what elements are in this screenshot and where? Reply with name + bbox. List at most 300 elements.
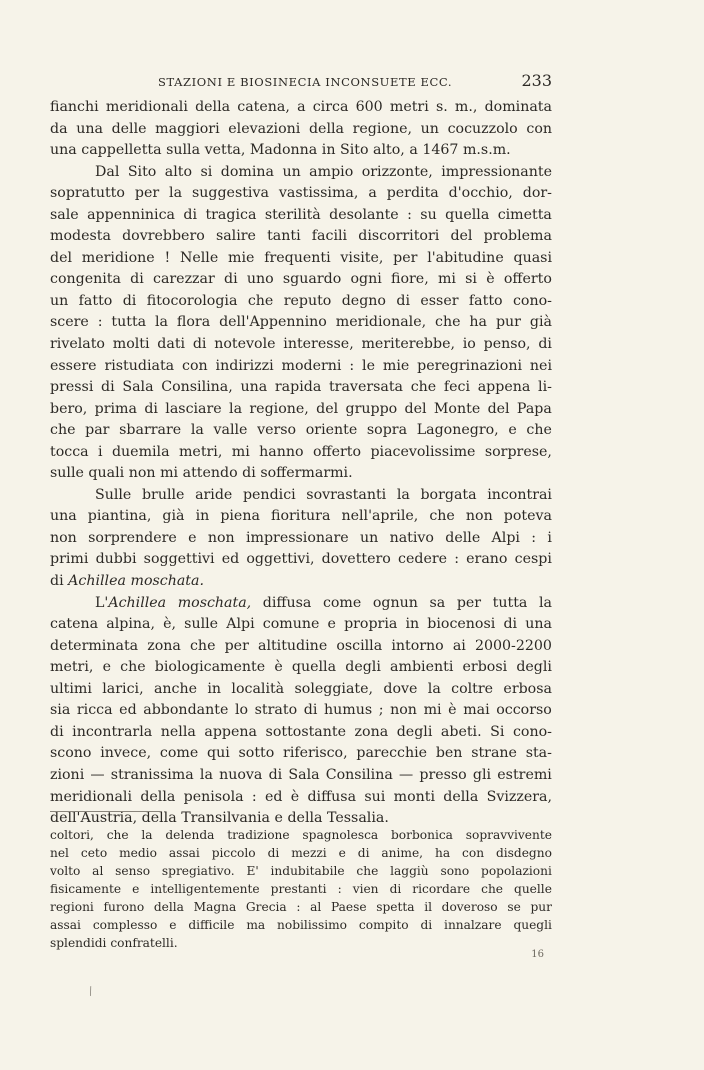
body-word: regione, — [352, 120, 413, 137]
body-word: che — [247, 292, 274, 309]
body-word: desolante — [329, 206, 399, 223]
footnote-word: tradizione — [227, 828, 290, 842]
body-word: nuova — [219, 766, 263, 783]
body-word: riferisco, — [283, 745, 348, 762]
body-word: li- — [538, 379, 552, 396]
body-line — [50, 205, 552, 227]
body-word: mi — [423, 702, 442, 719]
footnote-word: disdegno — [495, 846, 552, 860]
body-line — [50, 765, 552, 787]
footnote-word: ma — [246, 918, 266, 932]
footnote-word: il — [424, 900, 432, 914]
footnote — [50, 826, 552, 952]
body-word: congenita — [50, 271, 121, 288]
body-line — [50, 97, 552, 119]
body-word: peregrinazioni — [417, 357, 523, 374]
body-word: penisola — [183, 788, 244, 805]
body-word: tanti — [267, 228, 301, 245]
footnote-line — [50, 844, 552, 862]
body-word: sopra — [366, 422, 408, 439]
body-word: di — [101, 379, 115, 396]
body-word: moschata, — [177, 594, 252, 611]
body-line — [50, 269, 552, 291]
footnote-word: anime, — [381, 846, 424, 860]
body-word: ed — [119, 702, 137, 719]
body-word: L'Achillea — [95, 594, 167, 611]
body-word: pressi — [50, 379, 94, 396]
body-word: soleggiate, — [294, 680, 374, 697]
body-word: scono — [50, 745, 92, 762]
body-word: che — [435, 314, 461, 331]
body-word: quella — [445, 206, 490, 223]
body-word: di — [50, 723, 64, 740]
body-word: vastissima, — [278, 185, 359, 202]
body-word: di — [130, 271, 144, 288]
body-word: una — [240, 379, 268, 396]
footnote-line — [50, 862, 552, 880]
signature-mark: 16 — [531, 949, 544, 960]
body-word: e — [327, 616, 336, 633]
body-word: anche — [153, 680, 198, 697]
running-title: STAZIONI E BIOSINECIA INCONSUETE ECC. — [158, 75, 453, 89]
body-word: maggiori — [155, 120, 220, 137]
running-head — [50, 71, 552, 93]
body-word: Consilina — [325, 766, 393, 783]
body-word: sulla — [166, 142, 201, 159]
body-word: a — [368, 185, 377, 202]
body-line — [50, 248, 552, 270]
footnote-word: delenda — [165, 828, 215, 842]
body-word: : — [531, 529, 537, 546]
body-word: non — [465, 508, 493, 525]
body-word: un — [420, 120, 439, 137]
body-word: sorprendere — [88, 529, 177, 546]
body-word: non — [207, 529, 235, 546]
footnote-word: : — [337, 882, 342, 896]
body-line — [50, 700, 552, 722]
body-word: piacevolissime — [370, 443, 476, 460]
body-word: poteva — [503, 508, 552, 525]
body-word: è — [290, 788, 300, 805]
body-word: del — [404, 400, 427, 417]
body-word: valle — [213, 422, 248, 439]
body-word: Lagonegro, — [416, 422, 499, 439]
body-word: reputo — [283, 292, 332, 309]
body-word: e — [274, 810, 283, 827]
body-word: Alpi — [226, 616, 255, 633]
body-word: sulle — [50, 465, 84, 482]
body-word: del — [450, 228, 473, 245]
footnote-word: medio — [119, 846, 157, 860]
footnote-word: quegli — [513, 918, 552, 932]
footnote-word: nel — [50, 846, 69, 860]
body-word: 600 — [355, 99, 383, 115]
body-word: cono- — [512, 292, 552, 309]
body-word: intorno — [391, 637, 444, 654]
footnote-word: : — [296, 900, 301, 914]
body-line — [50, 399, 552, 421]
body-word: piena — [220, 508, 260, 525]
body-word: duemila — [111, 443, 170, 460]
body-word: già — [529, 314, 552, 331]
body-word: che — [50, 422, 76, 439]
body-word: carezzar — [153, 271, 215, 288]
body-word: che — [120, 659, 146, 676]
body-word: la — [169, 185, 183, 202]
body-word: catena — [50, 616, 99, 633]
body-word: per — [456, 594, 482, 611]
body-word: i — [547, 529, 552, 546]
body-word: di — [268, 766, 283, 783]
footnote-word: che — [106, 828, 129, 842]
body-word: comune — [262, 616, 320, 633]
body-word: incontrarla — [72, 723, 153, 740]
body-word: mi — [437, 271, 456, 288]
body-word: un — [359, 529, 379, 546]
footnote-word: indubitabile — [270, 864, 345, 878]
stray-mark: ⁄ — [86, 985, 95, 998]
body-word: parecchie — [356, 745, 428, 762]
body-word: con — [526, 120, 552, 137]
body-word: soffermarmi. — [260, 465, 353, 482]
body-word: ultimi — [50, 680, 92, 697]
body-word: penso, — [483, 336, 531, 353]
body-word: : — [97, 314, 103, 331]
body-word: Dal — [95, 163, 120, 180]
body-word: meridionali — [105, 99, 188, 115]
footnote-word: ricordare — [412, 882, 471, 896]
body-word: è, — [163, 616, 177, 633]
footnote-line — [50, 898, 552, 916]
body-word: un — [282, 163, 301, 180]
body-word: la — [199, 766, 213, 783]
body-word: humus — [323, 702, 373, 719]
body-word: la — [155, 314, 169, 331]
body-word: fianchi — [50, 99, 99, 115]
body-word: cappelletta — [81, 142, 162, 159]
body-word: strato — [254, 702, 298, 719]
body-word: di — [122, 292, 137, 309]
body-word: circa — [312, 99, 349, 115]
body-word: meridione — [81, 249, 155, 266]
footnote-word: popolazioni — [481, 864, 552, 878]
body-word: interesse, — [283, 336, 354, 353]
body-word: m.s.m. — [462, 142, 511, 159]
body-word: ambienti — [390, 659, 454, 676]
body-word: per — [134, 185, 160, 202]
body-word: discorritori — [358, 228, 440, 245]
body-word: gli — [472, 766, 492, 783]
body-word: la — [427, 680, 441, 697]
body-word: è — [448, 702, 457, 719]
body-word: della — [141, 810, 177, 827]
body-line — [50, 485, 552, 507]
body-word: delle — [111, 120, 147, 137]
body-word: dovrebbero — [122, 228, 205, 245]
body-word: su — [420, 206, 437, 223]
body-word: ! — [164, 249, 171, 266]
body-word: salire — [215, 228, 256, 245]
body-word: perdita — [386, 185, 439, 202]
body-word: dor- — [522, 185, 552, 202]
body-word: una — [50, 142, 77, 159]
body-word: biologicamente — [154, 659, 266, 676]
body-word: le — [362, 357, 375, 374]
body-word: estremi — [497, 766, 552, 783]
footnote-word: spregiativo. — [161, 864, 235, 878]
body-word: sterilità — [264, 206, 321, 223]
body-word: propria — [344, 616, 398, 633]
body-word: si — [200, 163, 213, 180]
body-word: appenninica — [87, 206, 176, 223]
body-line — [50, 593, 552, 615]
body-word: ed — [221, 551, 240, 568]
footnote-word: mezzi — [291, 846, 327, 860]
body-word: tutta — [492, 594, 528, 611]
footnote-word: e — [169, 918, 177, 932]
body-word: molti — [112, 336, 150, 353]
body-word: non — [50, 529, 77, 546]
body-word: sa — [429, 594, 446, 611]
body-line — [50, 140, 552, 162]
body-word: monti — [393, 788, 435, 805]
body-line — [50, 506, 552, 528]
body-word: mi — [231, 443, 250, 460]
body-word: abbondante — [143, 702, 229, 719]
body-word: primi — [50, 551, 89, 568]
body-word: fatto — [468, 292, 503, 309]
body-word: sbarrare — [119, 422, 182, 439]
footnote-word: senso — [115, 864, 151, 878]
body-word: mie — [382, 357, 410, 374]
body-word: degli — [396, 723, 433, 740]
body-word: biocenosi — [427, 616, 496, 633]
body-word: catena, — [237, 99, 290, 115]
body-word: delle — [445, 529, 481, 546]
footnote-word: furono — [103, 900, 145, 914]
footnote-word: assai — [168, 846, 200, 860]
body-word: alpina, — [106, 616, 155, 633]
body-word: Alpi — [491, 529, 520, 546]
body-word: cono- — [512, 723, 552, 740]
footnote-word: nobilissimo — [277, 918, 348, 932]
body-word: offerto — [503, 271, 552, 288]
body-line — [50, 743, 552, 765]
body-word: nativo — [389, 529, 434, 546]
body-word: frequenti — [264, 249, 331, 266]
body-word: ai — [452, 637, 466, 654]
footnote-word: regioni — [50, 900, 94, 914]
footnote-word: della — [153, 900, 184, 914]
body-word: oscilla — [336, 637, 383, 654]
body-word: sulle — [184, 616, 219, 633]
body-word: sopratutto — [50, 185, 125, 202]
body-word: per — [393, 249, 418, 266]
body-word: del — [50, 249, 73, 266]
body-line — [50, 183, 552, 205]
footnote-word: la — [141, 828, 153, 842]
body-word: è — [486, 271, 495, 288]
body-word: Sala — [122, 379, 154, 396]
body-word: per — [224, 637, 249, 654]
footnote-word: innalzare — [444, 918, 502, 932]
footnote-word: di — [389, 882, 402, 896]
body-word: una — [525, 616, 552, 633]
body-word: metri — [389, 99, 429, 115]
body-word: e — [508, 422, 517, 439]
body-word: Transilvania — [181, 810, 270, 827]
body-word: sale — [50, 206, 79, 223]
body-line — [50, 162, 552, 184]
body-word: impressionante — [441, 163, 552, 180]
body-word: stranissima — [110, 766, 194, 783]
body-word: metri, — [178, 443, 223, 460]
footnote-word: doveroso — [441, 900, 498, 914]
footnote-word: e — [338, 846, 346, 860]
body-word: con — [182, 357, 208, 374]
footnote-line — [50, 826, 552, 844]
body-word: che — [429, 508, 455, 525]
body-word: d'occhio, — [448, 185, 513, 202]
body-word: località — [231, 680, 285, 697]
body-word: lasciare — [165, 400, 222, 417]
body-word: gruppo — [345, 400, 398, 417]
body-word: si — [465, 271, 477, 288]
footnote-word: Paese — [330, 900, 367, 914]
footnote-word: E' — [246, 864, 259, 878]
body-word: del — [487, 400, 510, 417]
body-word: flora — [176, 314, 211, 331]
body-word: della — [140, 788, 176, 805]
body-word: erano — [466, 551, 508, 568]
body-word: visite, — [340, 249, 384, 266]
body-word: io — [462, 336, 476, 353]
body-word: : — [454, 551, 459, 568]
body-word: ben — [435, 745, 463, 762]
footnote-word: piccolo — [211, 846, 256, 860]
body-word: altitudine — [257, 637, 328, 654]
body-word: strane — [471, 745, 517, 762]
body-word: non — [128, 465, 156, 482]
body-word: aride — [195, 486, 233, 503]
body-line — [50, 463, 552, 485]
body-word: una — [50, 508, 77, 525]
body-word: sguardo — [282, 271, 342, 288]
body-word: in — [405, 616, 420, 633]
body-word: della — [287, 810, 323, 827]
body-word: che — [526, 422, 552, 439]
body-word: Si — [490, 723, 505, 740]
body-word: m., — [454, 99, 478, 115]
body-word: di — [192, 336, 207, 353]
body-word: mie — [228, 249, 255, 266]
body-line — [50, 679, 552, 701]
body-word: sovrastanti — [306, 486, 387, 503]
body-word: ristudiata — [104, 357, 175, 374]
body-word: quali — [88, 465, 125, 482]
body-word: e — [102, 659, 111, 676]
body-word: Papa — [516, 400, 552, 417]
body-word: : — [407, 206, 412, 223]
body-word: della — [308, 120, 344, 137]
body-word: degno — [341, 292, 386, 309]
body-word: uno — [246, 271, 274, 288]
body-word: di — [242, 465, 256, 482]
body-word: Svizzera, — [486, 788, 552, 805]
body-word: a — [409, 142, 418, 159]
body-word: meriterebbe, — [361, 336, 455, 353]
body-word: 1467 — [422, 142, 459, 159]
body-word: : — [349, 357, 355, 374]
body-word: dominata — [484, 99, 552, 115]
body-word: offerto — [313, 443, 362, 460]
body-word: quella — [291, 659, 337, 676]
body-word: rivelato — [50, 336, 105, 353]
body-word: Monte — [433, 400, 481, 417]
body-word: oggettivi, — [246, 551, 315, 568]
body-word: da — [50, 120, 68, 137]
body-word: Nelle — [179, 249, 219, 266]
body-word: nei — [529, 357, 552, 374]
body-word: lo — [234, 702, 249, 719]
footnote-word: spetta — [376, 900, 415, 914]
body-word: di — [503, 616, 518, 633]
footnote-line — [50, 916, 552, 934]
body-word: orizzonte, — [361, 163, 433, 180]
body-word: un — [50, 292, 69, 309]
body-word: fiore, — [391, 271, 429, 288]
body-word: di — [183, 206, 198, 223]
body-word: degli — [516, 659, 552, 676]
footnote-word: vien — [352, 882, 379, 896]
body-word: a — [297, 99, 306, 115]
body-word: cedere — [398, 551, 448, 568]
body-word: dovettero — [321, 551, 391, 568]
body-word: pur — [495, 314, 521, 331]
footnote-word: confratelli. — [110, 936, 178, 950]
body-word: la — [229, 400, 243, 417]
body-word: come — [322, 594, 362, 611]
body-word: che — [189, 637, 216, 654]
body-line — [50, 636, 552, 658]
body-word: che — [410, 379, 437, 396]
body-word: brulle — [141, 486, 185, 503]
body-word: borgata — [420, 486, 477, 503]
body-line — [50, 334, 552, 356]
body-word: diffusa — [262, 594, 312, 611]
body-word: è — [274, 659, 283, 676]
body-word: la — [190, 422, 204, 439]
page-number: 233 — [521, 71, 552, 90]
body-word: già — [162, 508, 185, 525]
body-word: dubbi — [95, 551, 137, 568]
body-word: degli — [345, 659, 381, 676]
body-word: tutta — [111, 314, 147, 331]
body-word: vetta, — [204, 142, 246, 159]
footnote-word: Grecia — [245, 900, 287, 914]
body-word: mai — [463, 702, 490, 719]
body-line — [50, 614, 552, 636]
footnote-word: di — [420, 918, 433, 932]
body-word: Consilina, — [161, 379, 233, 396]
footnote-word: ceto — [80, 846, 108, 860]
body-word: prima — [94, 400, 137, 417]
body-word: appena — [204, 723, 257, 740]
body-word: Sito — [127, 163, 157, 180]
footnote-word: Magna — [193, 900, 237, 914]
body-word: bero, — [50, 400, 88, 417]
body-word: par — [85, 422, 110, 439]
